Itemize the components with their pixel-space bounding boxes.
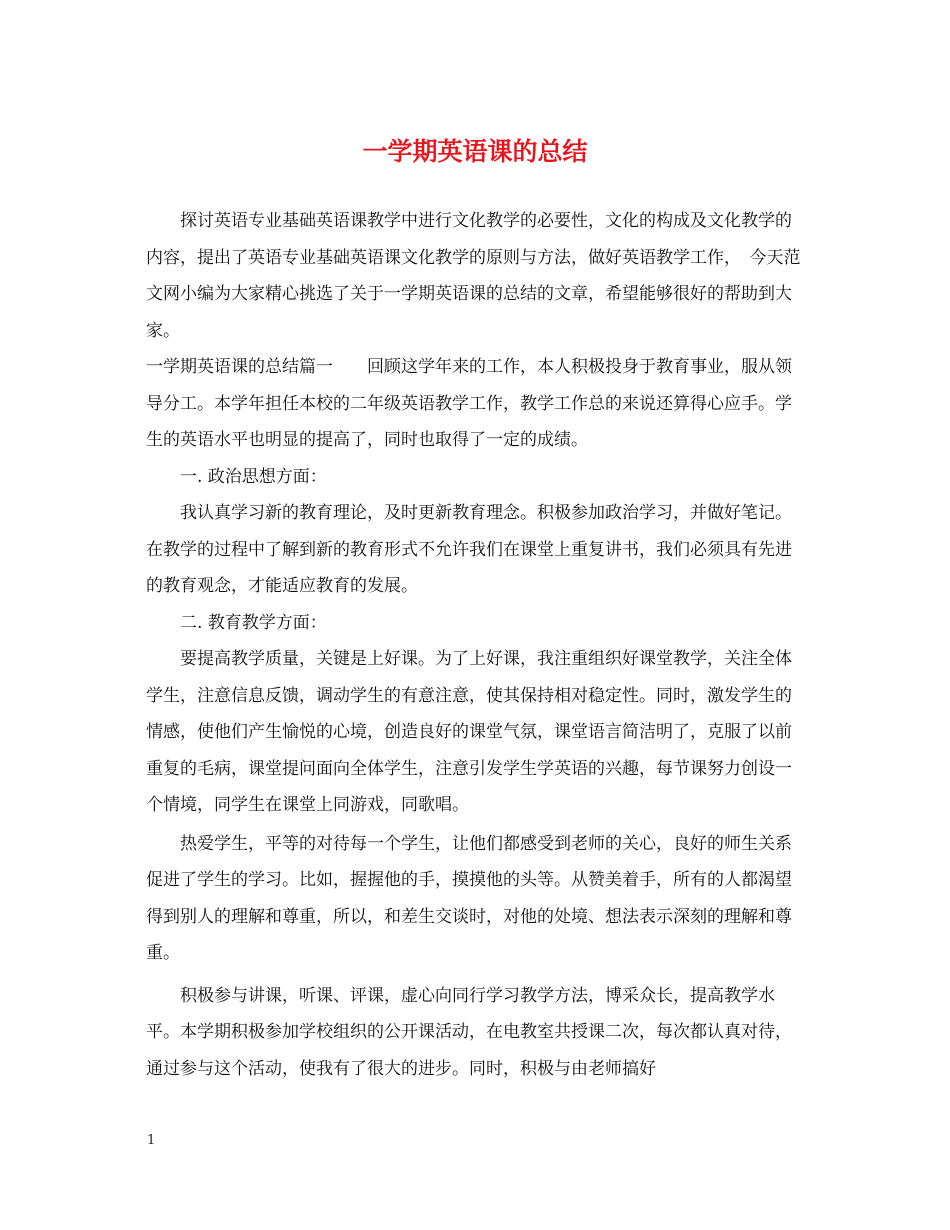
political-paragraph: 我认真学习新的教育理论，及时更新教育理念。积极参加政治学习，并做好笔记。在教学的过程中了解到新的教育形式不允许我们在课堂上重复讲书，我们必须具有先进的教育观念，才能适应教育的发展。 [146, 503, 792, 596]
lecture-paragraph: 积极参与讲课，听课、评课，虚心向同行学习教学方法，博采众长，提高教学水平。本学期积极参加学校组织的公开课活动，在电教室共授课二次，每次都认真对待，通过参与这个活动，使我有了很大的进步。同时，积极与由老师搞好 [146, 985, 792, 1079]
page-number: 1 [147, 1133, 156, 1148]
document-body [146, 203, 806, 1087]
teaching-paragraph: 要提高教学质量，关键是上好课。为了上好课，我注重组织好课堂教学，关注全体学生，注意信息反馈，调动学生的有意注意，使其保持相对稳定性。同时，激发学生的情感，使他们产生愉悦的心境，创造良好的课堂气氛，课堂语言简洁明了，克服了以前重复的毛病，课堂提问面向全体学生，注意引发学生学英语的兴趣，每节课努力创设一个情境，同学生在课堂上同游戏，同歌唱。 [146, 649, 792, 815]
section-heading-political: 一. 政治思想方面： [180, 466, 327, 487]
summary-paragraph: 一学期英语课的总结篇一 回顾这学年来的工作，本人积极投身于教育事业，服从领导分工。本学年担任本校的二年级英语教学工作，教学工作总的来说还算得心应手。学生的英语水平也明显的提高了，同时也取得了一定的成绩。 [146, 357, 792, 450]
page-title: 一学期英语课的总结 [362, 137, 588, 166]
section-heading-teaching: 二. 教育教学方面： [180, 612, 327, 633]
students-paragraph: 热爱学生，平等的对待每一个学生，让他们都感受到老师的关心，良好的师生关系促进了学生的学习。比如，握握他的手，摸摸他的头等。从赞美着手，所有的人都渴望得到别人的理解和尊重，所以，和差生交谈时，对他的处境、想法表示深刻的理解和尊重。 [146, 833, 792, 963]
intro-paragraph: 探讨英语专业基础英语课教学中进行文化教学的必要性，文化的构成及文化教学的内容，提出了英语专业基础英语课文化教学的原则与方法，做好英语教学工作， 今天范文网小编为大家精心挑选了关于一学期英语课的总结的文章，希望能够很好的帮助到大家。 [146, 211, 801, 341]
